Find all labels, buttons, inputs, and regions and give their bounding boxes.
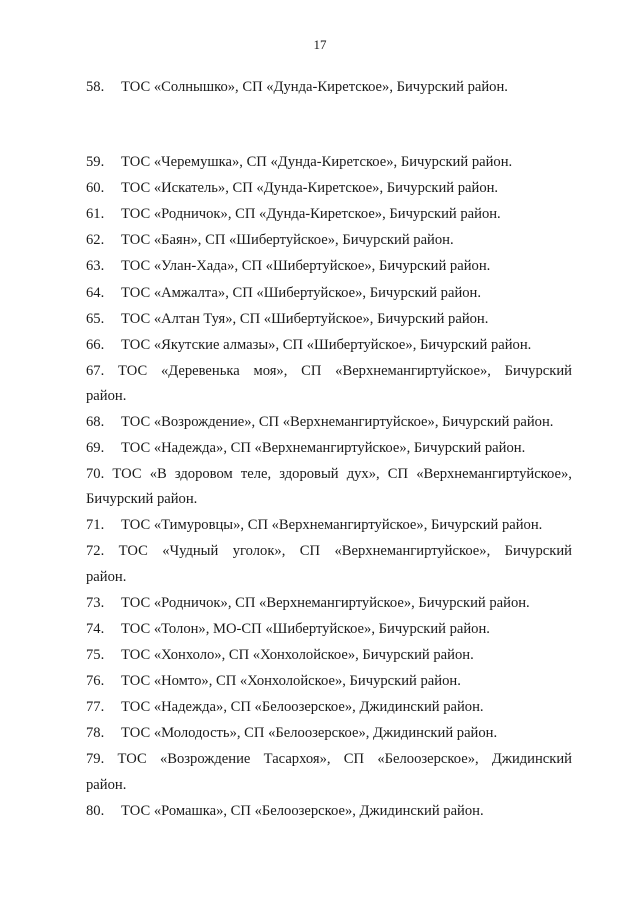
item-number: 59. — [86, 154, 105, 170]
item-word: «Чудный — [162, 543, 219, 559]
list-item — [86, 153, 572, 171]
item-text: ТОС «Баян», СП «Шибертуйское», Бичурский район. — [121, 232, 454, 248]
list-item — [86, 362, 572, 380]
list-item — [86, 336, 572, 354]
item-text: ТОС «Хонхоло», СП «Хонхолойское», Бичурский район. — [121, 647, 474, 663]
item-text: ТОС «Тимуровцы», СП «Верхнемангиртуйское», Бичурский район. — [121, 517, 543, 533]
item-continuation: Бичурский район. — [86, 491, 198, 507]
item-text: ТОС «Возрождение», СП «Верхнемангиртуйское», Бичурский район. — [121, 414, 554, 430]
item-word: «Верхнемангиртуйское», — [335, 363, 491, 379]
item-word: Бичурский — [504, 363, 572, 379]
item-word: «В — [149, 466, 167, 482]
item-number: 76. — [86, 673, 105, 689]
list-item — [86, 542, 572, 560]
item-number: 79. — [86, 751, 105, 767]
list-item — [86, 231, 572, 249]
list-item — [86, 724, 572, 742]
item-word: СП — [299, 543, 321, 559]
item-continuation: район. — [86, 777, 127, 793]
item-number: 75. — [86, 647, 105, 663]
item-text: ТОС «Искатель», СП «Дунда-Киретское», Бичурский район. — [121, 180, 499, 196]
list-item — [86, 205, 572, 223]
item-text: ТОС «Солнышко», СП «Дунда-Киретское», Бичурский район. — [121, 79, 508, 95]
item-number: 61. — [86, 206, 105, 222]
item-word: ТОС — [117, 751, 147, 767]
item-text: ТОС «Улан-Хада», СП «Шибертуйское», Бичурский район. — [121, 258, 491, 274]
list-item — [86, 413, 572, 431]
list-item — [86, 516, 572, 534]
item-text: ТОС «Номто», СП «Хонхолойское», Бичурский район. — [121, 673, 461, 689]
list-item — [86, 284, 572, 302]
page-number: 17 — [313, 37, 327, 52]
item-text: ТОС «Молодость», СП «Белоозерское», Джидинский район. — [121, 725, 498, 741]
item-number: 68. — [86, 414, 105, 430]
item-word: ТОС — [118, 363, 148, 379]
item-text: ТОС «Надежда», СП «Белоозерское», Джидинский район. — [121, 699, 484, 715]
item-text: ТОС «Ромашка», СП «Белоозерское», Джидинский район. — [121, 803, 484, 819]
item-number: 70. — [86, 466, 105, 482]
list-item — [86, 620, 572, 638]
item-continuation: район. — [86, 388, 127, 404]
item-text: ТОС «Толон», МО-СП «Шибертуйское», Бичурский район. — [121, 621, 490, 637]
list-item — [86, 672, 572, 690]
item-continuation: район. — [86, 569, 127, 585]
item-text: ТОС «Надежда», СП «Верхнемангиртуйское», Бичурский район. — [121, 440, 526, 456]
item-word: СП — [343, 751, 365, 767]
item-word: Тасархоя», — [263, 751, 331, 767]
item-word: уголок», — [232, 543, 286, 559]
item-word: «Возрождение — [159, 751, 251, 767]
list-item — [86, 698, 572, 716]
item-word: здоровый — [279, 466, 339, 482]
item-word: Бичурский — [504, 543, 572, 559]
item-number: 71. — [86, 517, 105, 533]
item-word: дух», — [346, 466, 380, 482]
list-item — [86, 802, 572, 820]
item-word: «Белоозерское», — [377, 751, 479, 767]
item-number: 77. — [86, 699, 105, 715]
list-item — [86, 78, 572, 96]
item-number: 63. — [86, 258, 105, 274]
item-word: здоровом — [174, 466, 233, 482]
item-text: ТОС «Родничок», СП «Дунда-Киретское», Бичурский район. — [121, 206, 501, 222]
item-number: 62. — [86, 232, 105, 248]
item-number: 80. — [86, 803, 105, 819]
item-number: 72. — [86, 543, 105, 559]
item-text: ТОС «Якутские алмазы», СП «Шибертуйское», Бичурский район. — [121, 337, 532, 353]
item-number: 69. — [86, 440, 105, 456]
list-item — [86, 750, 572, 768]
item-number: 60. — [86, 180, 105, 196]
item-word: «Деревенька — [160, 363, 240, 379]
list-item — [86, 257, 572, 275]
item-text: ТОС «Черемушка», СП «Дунда-Киретское», Бичурский район. — [121, 154, 513, 170]
item-number: 66. — [86, 337, 105, 353]
list-item — [86, 310, 572, 328]
item-word: теле, — [240, 466, 272, 482]
item-word: «Верхнемангиртуйское», — [334, 543, 491, 559]
item-number: 78. — [86, 725, 105, 741]
item-text: ТОС «Алтан Туя», СП «Шибертуйское», Бичурский район. — [121, 311, 489, 327]
item-word: Джидинский — [491, 751, 572, 767]
list-item — [86, 646, 572, 664]
item-word: СП — [387, 466, 409, 482]
item-number: 73. — [86, 595, 105, 611]
list-item — [86, 594, 572, 612]
item-word: моя», — [253, 363, 288, 379]
item-number: 74. — [86, 621, 105, 637]
item-word: ТОС — [112, 466, 142, 482]
item-number: 58. — [86, 79, 105, 95]
item-word: ТОС — [118, 543, 148, 559]
item-word: «Верхнемангиртуйское», — [416, 466, 572, 482]
item-text: ТОС «Амжалта», СП «Шибертуйское», Бичурский район. — [121, 285, 482, 301]
list-item — [86, 179, 572, 197]
item-number: 65. — [86, 311, 105, 327]
item-text: ТОС «Родничок», СП «Верхнемангиртуйское», Бичурский район. — [121, 595, 530, 611]
item-word: СП — [301, 363, 322, 379]
item-number: 67. — [86, 363, 105, 379]
item-number: 64. — [86, 285, 105, 301]
list-item — [86, 439, 572, 457]
list-item — [86, 465, 572, 483]
